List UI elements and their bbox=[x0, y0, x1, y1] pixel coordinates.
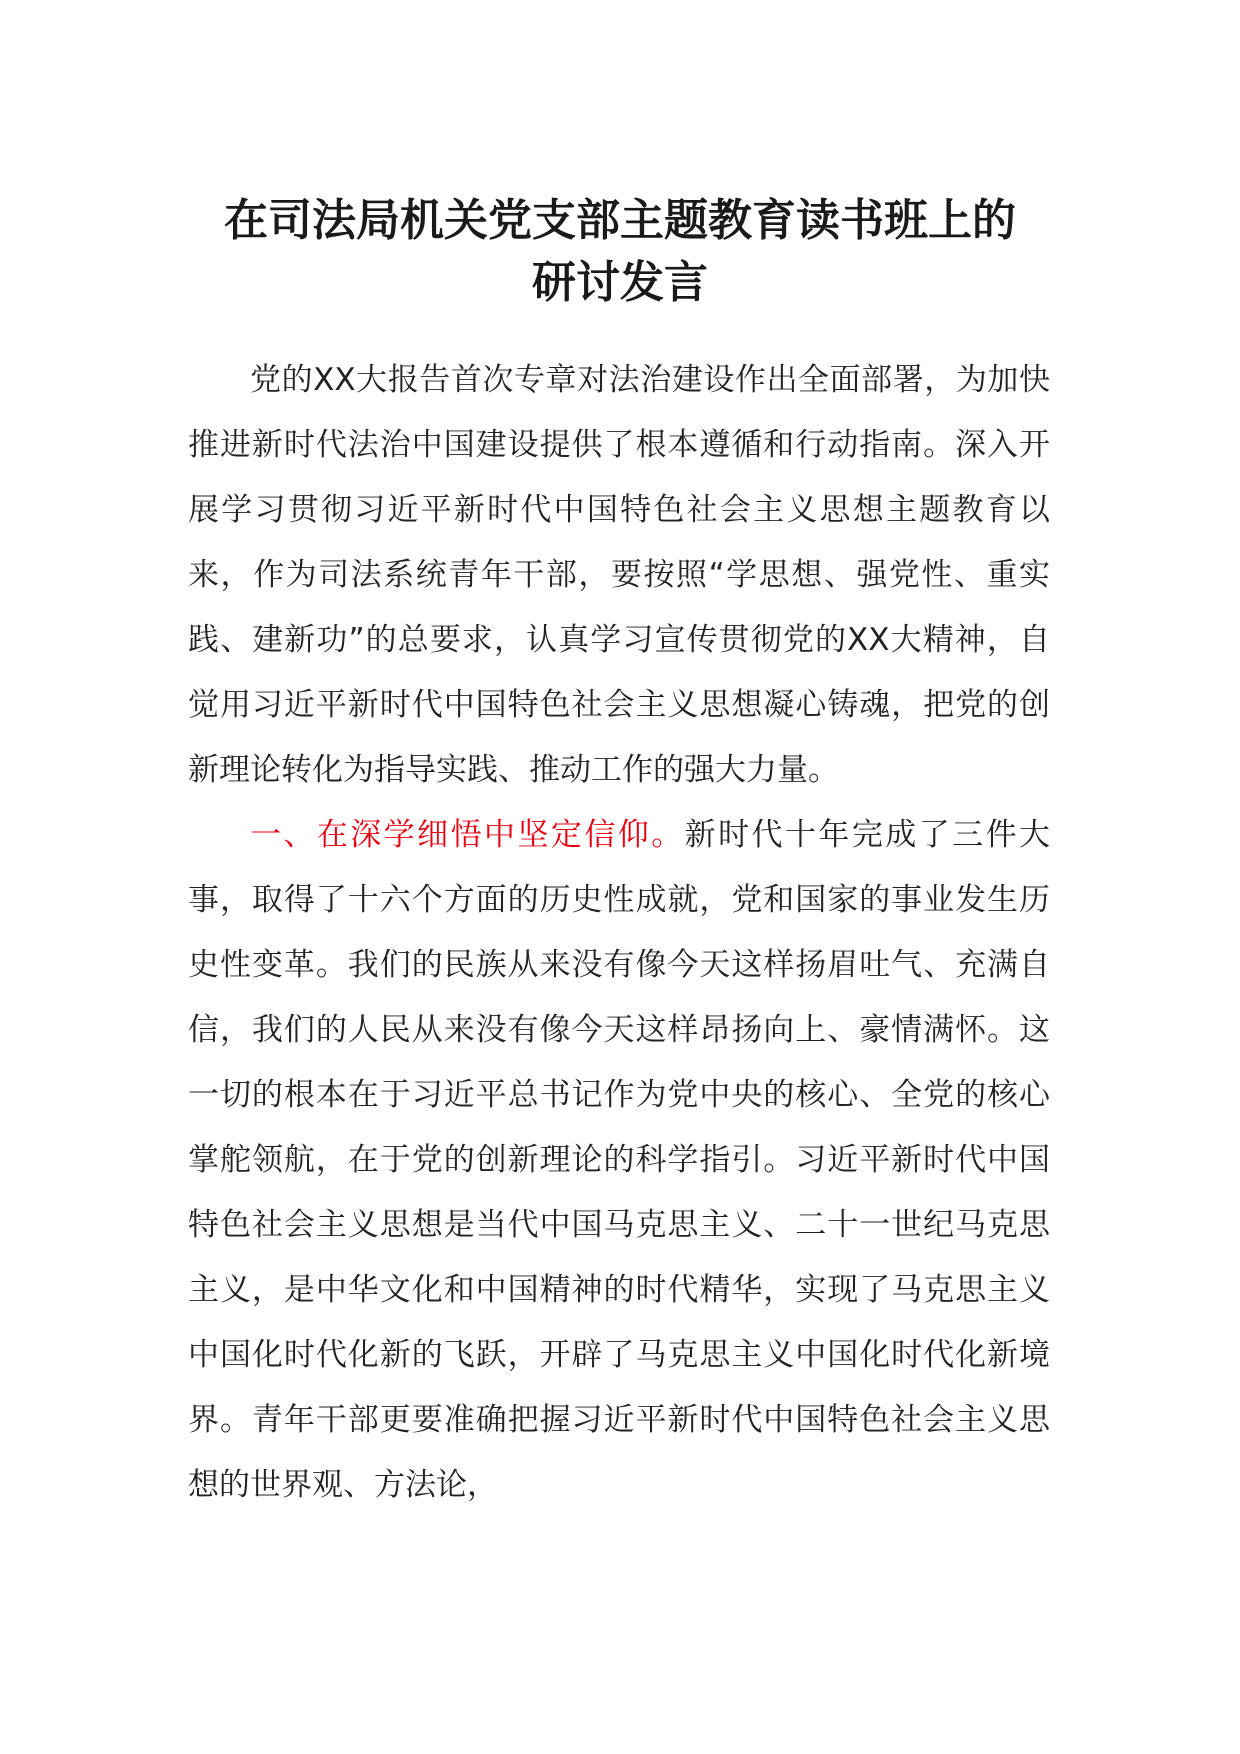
section-1-text: 新时代十年完成了三件大事，取得了十六个方面的历史性成就，党和国家的事业发生历史性变革。我们的民族从来没有像今天这样扬眉吐气、充满自信，我们的人民从来没有像今天这样昂扬向上、豪情满怀。这一切的根本在于习近平总书记作为党中央的核心、全党的核心掌舵领航，在于党的创新理论的科学指引。习近平新时代中国特色社会主义思想是当代中国马克思主义、二十一世纪马克思主义，是中华文化和中国精神的时代精华，实现了马克思主义中国化时代化新的飞跃，开辟了马克思主义中国化时代化新境界。青年干部更要准确把握习近平新时代中国特色社会主义思想的世界观、方法论， bbox=[188, 817, 1051, 1503]
title-line-1: 在司法局机关党支部主题教育读书班上的 bbox=[224, 195, 1016, 246]
document-body bbox=[188, 348, 1050, 1518]
intro-paragraph: 党的XX大报告首次专章对法治建设作出全面部署，为加快推进新时代法治中国建设提供了根本遵循和行动指南。深入开展学习贯彻习近平新时代中国特色社会主义思想主题教育以来，作为司法系统青年干部，要按照“学思想、强党性、重实践、建新功”的总要求，认真学习宣传贯彻党的XX大精神，自觉用习近平新时代中国特色社会主义思想凝心铸魂，把党的创新理论转化为指导实践、推动工作的强大力量。 bbox=[188, 362, 1050, 788]
section-1-heading: 一、在深学细悟中坚定信仰。 bbox=[250, 817, 685, 853]
title-line-2: 研讨发言 bbox=[532, 257, 708, 308]
section-1-paragraph bbox=[188, 803, 1050, 1518]
document-title bbox=[160, 190, 1080, 314]
